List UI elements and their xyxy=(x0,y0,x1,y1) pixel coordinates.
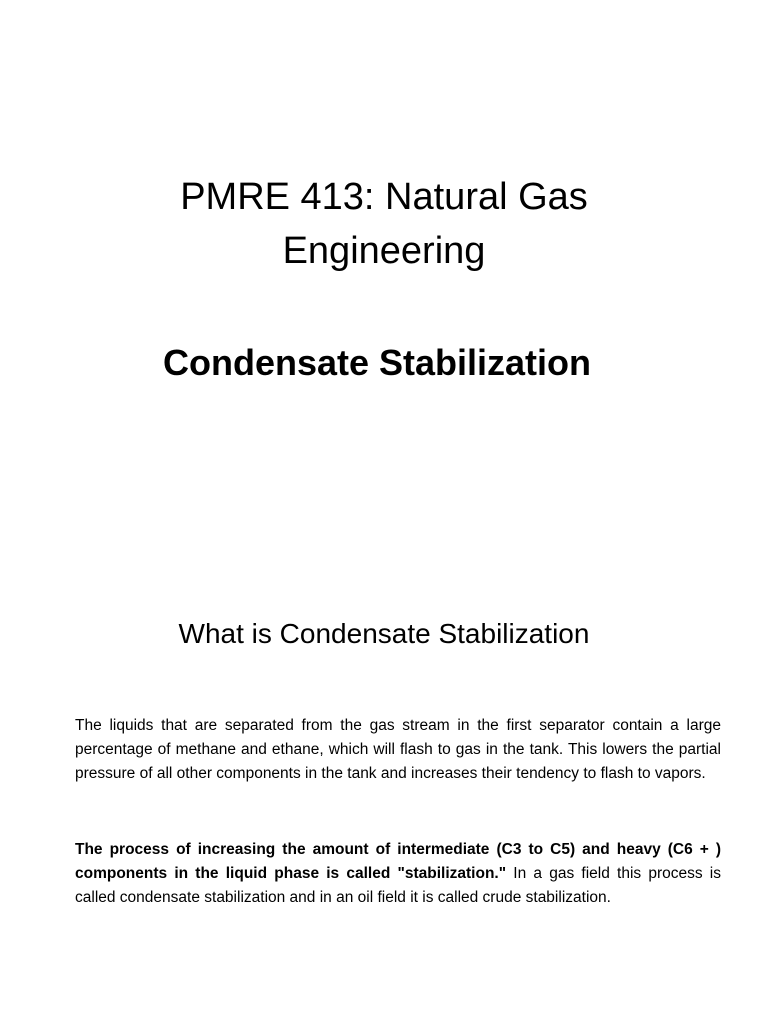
stabilization-definition-bold: The process of increasing the amount of intermediate (C3 to C5) and heavy (C6 + ) components in the liquid phase is called "stabilization." xyxy=(75,841,721,882)
topic-title: Condensate Stabilization xyxy=(162,342,592,383)
stabilization-definition-regular: In a gas field this process is called condensate stabilization and in an oil field it is called crude stabilization. xyxy=(75,865,721,906)
paragraph-stabilization-definition xyxy=(75,838,721,910)
course-title-line-2: Engineering xyxy=(282,230,486,272)
course-title xyxy=(0,170,768,278)
section-heading: What is Condensate Stabilization xyxy=(178,618,590,649)
course-title-line-1: PMRE 413: Natural Gas xyxy=(180,176,588,218)
paragraph-liquids-separation: The liquids that are separated from the gas stream in the first separator contain a large percentage of methane and ethane, which will flash to gas in the tank. This lowers the partial pressure of all other components in the tank and increases their tendency to flash to vapors. xyxy=(75,717,721,782)
